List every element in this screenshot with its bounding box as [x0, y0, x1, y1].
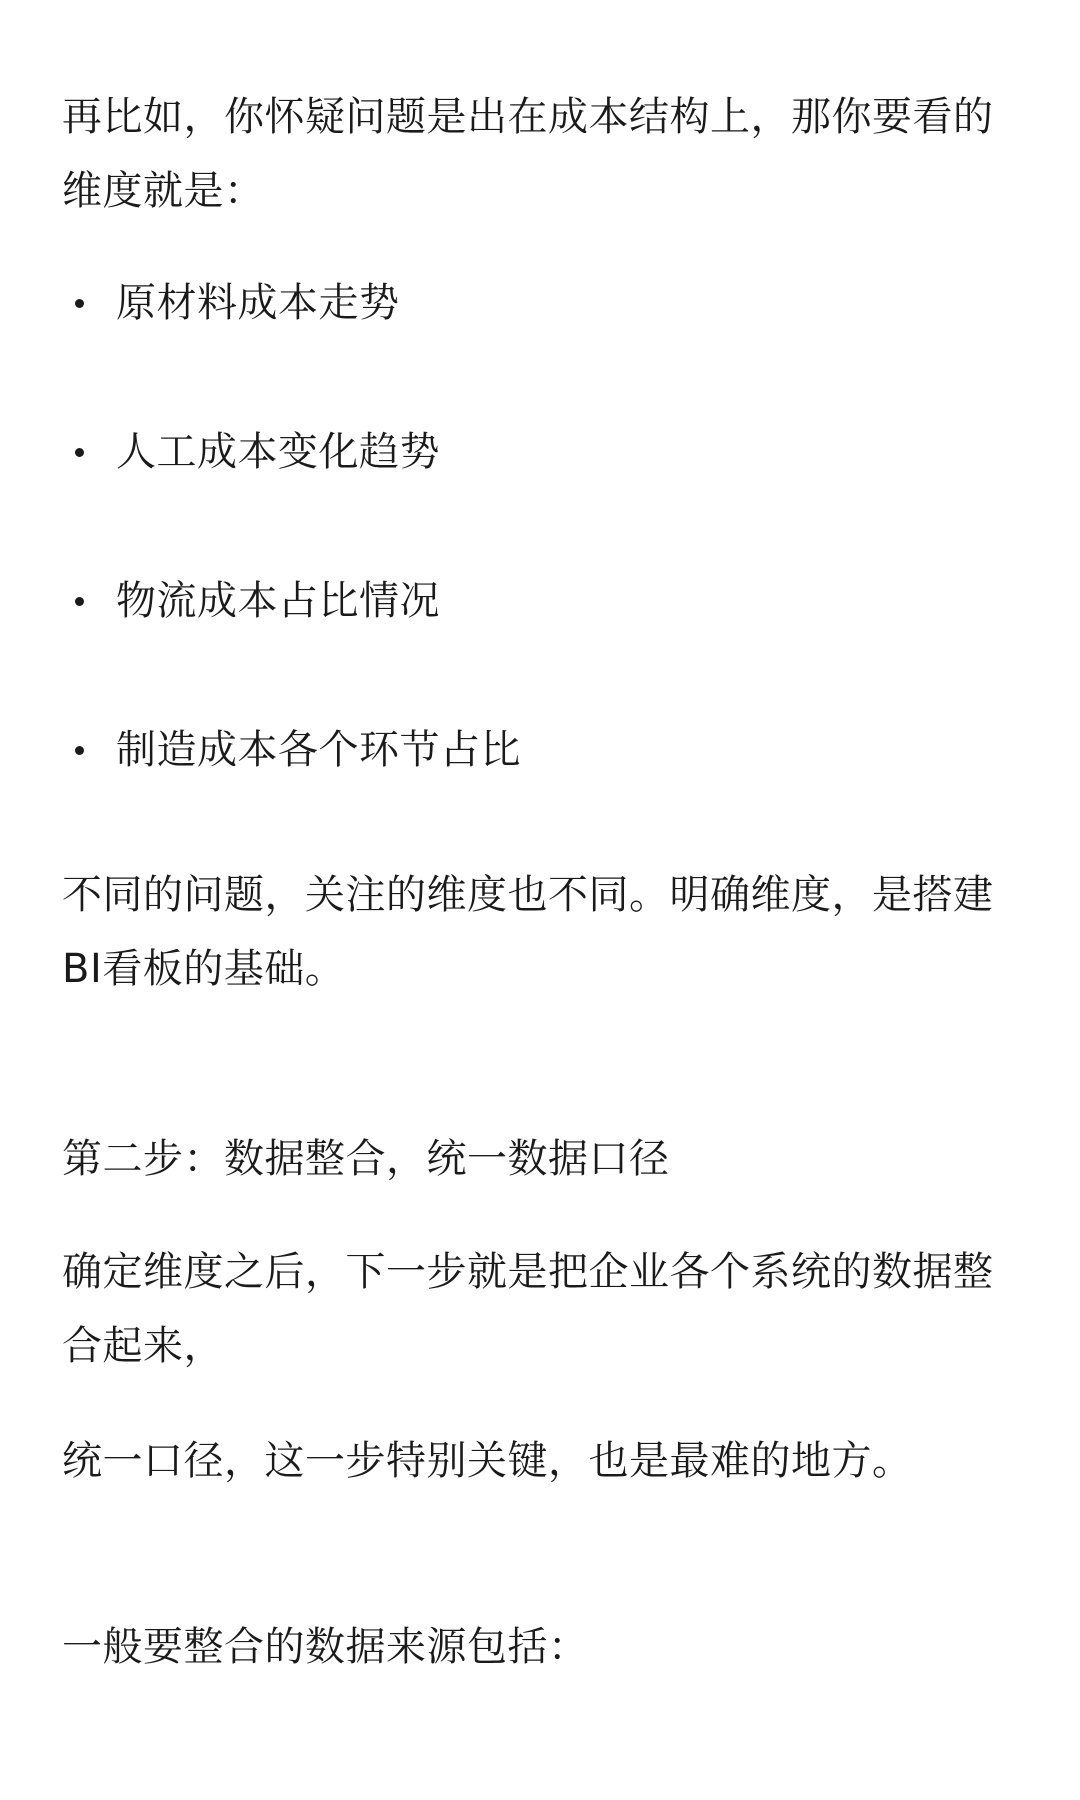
- bullet-icon: [75, 448, 84, 457]
- bullet-icon: [75, 746, 84, 755]
- list-item-text: 物流成本占比情况: [116, 578, 440, 624]
- list-item-text: 制造成本各个环节占比: [116, 727, 521, 773]
- list-item-text: 人工成本变化趋势: [116, 429, 440, 475]
- bullet-icon: [75, 299, 84, 308]
- bullet-icon: [75, 597, 84, 606]
- step-description-continued: 统一口径，这一步特别关键，也是最难的地方。: [62, 1438, 913, 1484]
- list-item: [62, 415, 962, 489]
- list-item: [62, 266, 962, 340]
- step-description: 确定维度之后，下一步就是把企业各个系统的数据整合起来，: [62, 1249, 994, 1369]
- intro-paragraph: 再比如，你怀疑问题是出在成本结构上，那你要看的维度就是：: [62, 94, 994, 214]
- list-item-text: 原材料成本走势: [116, 280, 400, 326]
- list-item: [62, 713, 962, 787]
- list-item: [62, 564, 962, 638]
- dimension-note-paragraph: 不同的问题，关注的维度也不同。明确维度，是搭建BI看板的基础。: [62, 872, 994, 992]
- sources-intro: 一般要整合的数据来源包括：: [62, 1624, 589, 1670]
- step-heading: 第二步：数据整合，统一数据口径: [62, 1136, 670, 1182]
